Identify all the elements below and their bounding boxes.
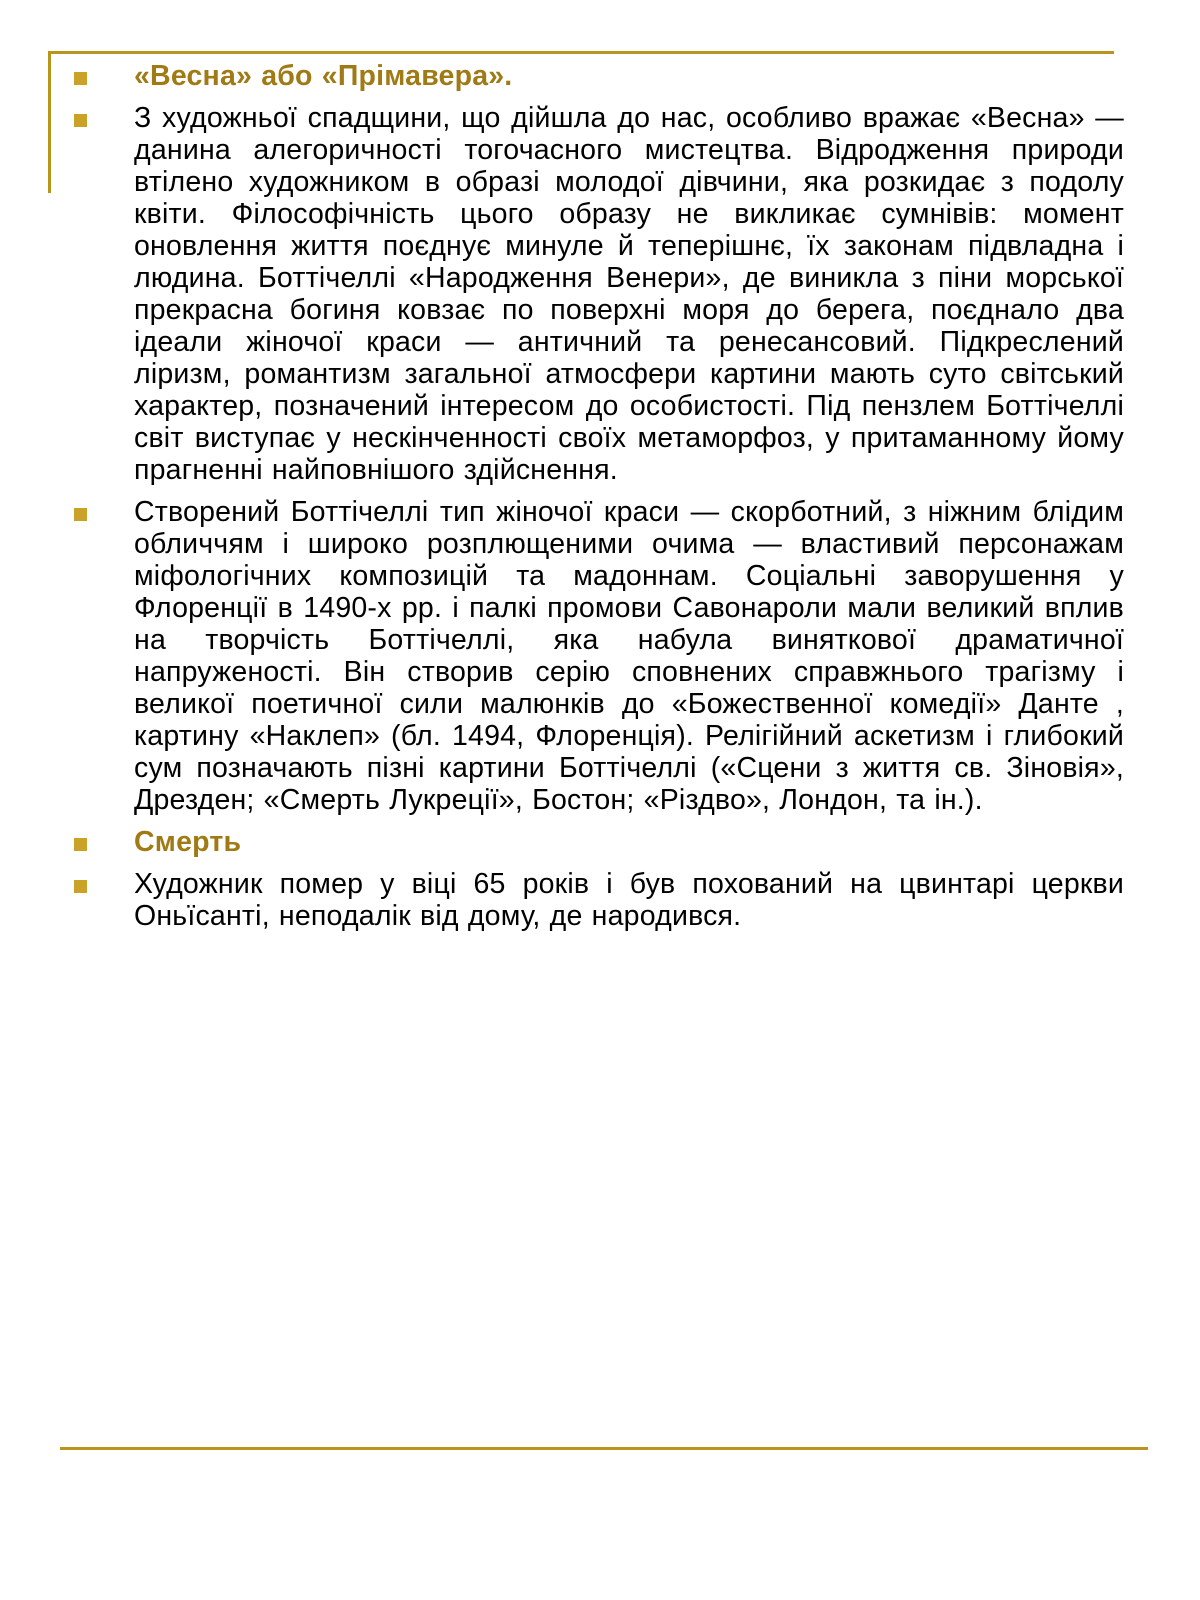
top-rule (48, 51, 1114, 54)
square-bullet-icon (74, 114, 87, 127)
bullet-item-paragraph (74, 868, 1124, 932)
bullet-item-paragraph (74, 496, 1124, 816)
square-bullet-icon (74, 508, 87, 521)
section-heading: «Весна» або «Прімавера». (134, 60, 513, 92)
bullet-item-heading-death (74, 826, 1124, 858)
paragraph-text: З художньої спадщини, що дійшла до нас, особливо вражає «Весна» — данина алегоричності тогочасного мистецтва. Відродження природи втілено художником в образі молодої дівчини, яка розкидає з подолу квіти. Філософічність цього образу не викликає сумнівів: момент оновлення життя поєднує минуле й теперішнє, їх законам підвладна і людина. Боттічеллі «Народження Венери», де виникла з піни морської прекрасна богиня ковзає по поверхні моря до берега, поєднало два ідеали жіночої краси — античний та ренесансовий. Підкреслений ліризм, романтизм загальної атмосфери картини мають суто світський характер, позначений інтересом до особистості. Під пензлем Боттічеллі світ виступає у нескінченності своїх метаморфоз, у притаманному йому прагненні найповнішого здійснення. (134, 102, 1124, 486)
bottom-rule (60, 1447, 1148, 1450)
square-bullet-icon (74, 72, 87, 85)
slide-content (74, 60, 1124, 942)
section-heading: Смерть (134, 826, 242, 858)
left-rule (48, 51, 51, 193)
paragraph-text: Створений Боттічеллі тип жіночої краси — скорботний, з ніжним блідим обличчям і широко розплющеними очима — властивий персонажам міфологічних композицій та мадоннам. Соціальні заворушення у Флоренції в 1490-х рр. і палкі промови Савонароли мали великий вплив на творчість Боттічеллі, яка набула виняткової драматичної напруженості. Він створив серію сповнених справжнього трагізму і великої поетичної сили малюнків до «Божественної комедії» Данте , картину «Наклеп» (бл. 1494, Флоренція). Релігійний аскетизм і глибокий сум позначають пізні картини Боттічеллі («Сцени з життя св. Зіновія», Дрезден; «Смерть Лукреції», Бостон; «Різдво», Лондон, та ін.). (134, 496, 1124, 816)
bullet-item-paragraph (74, 102, 1124, 486)
bullet-item-heading-primavera (74, 60, 1124, 92)
square-bullet-icon (74, 880, 87, 893)
paragraph-text: Художник помер у віці 65 років і був похований на цвинтарі церкви Оньїсанті, неподалік від дому, де народився. (134, 868, 1124, 932)
square-bullet-icon (74, 838, 87, 851)
